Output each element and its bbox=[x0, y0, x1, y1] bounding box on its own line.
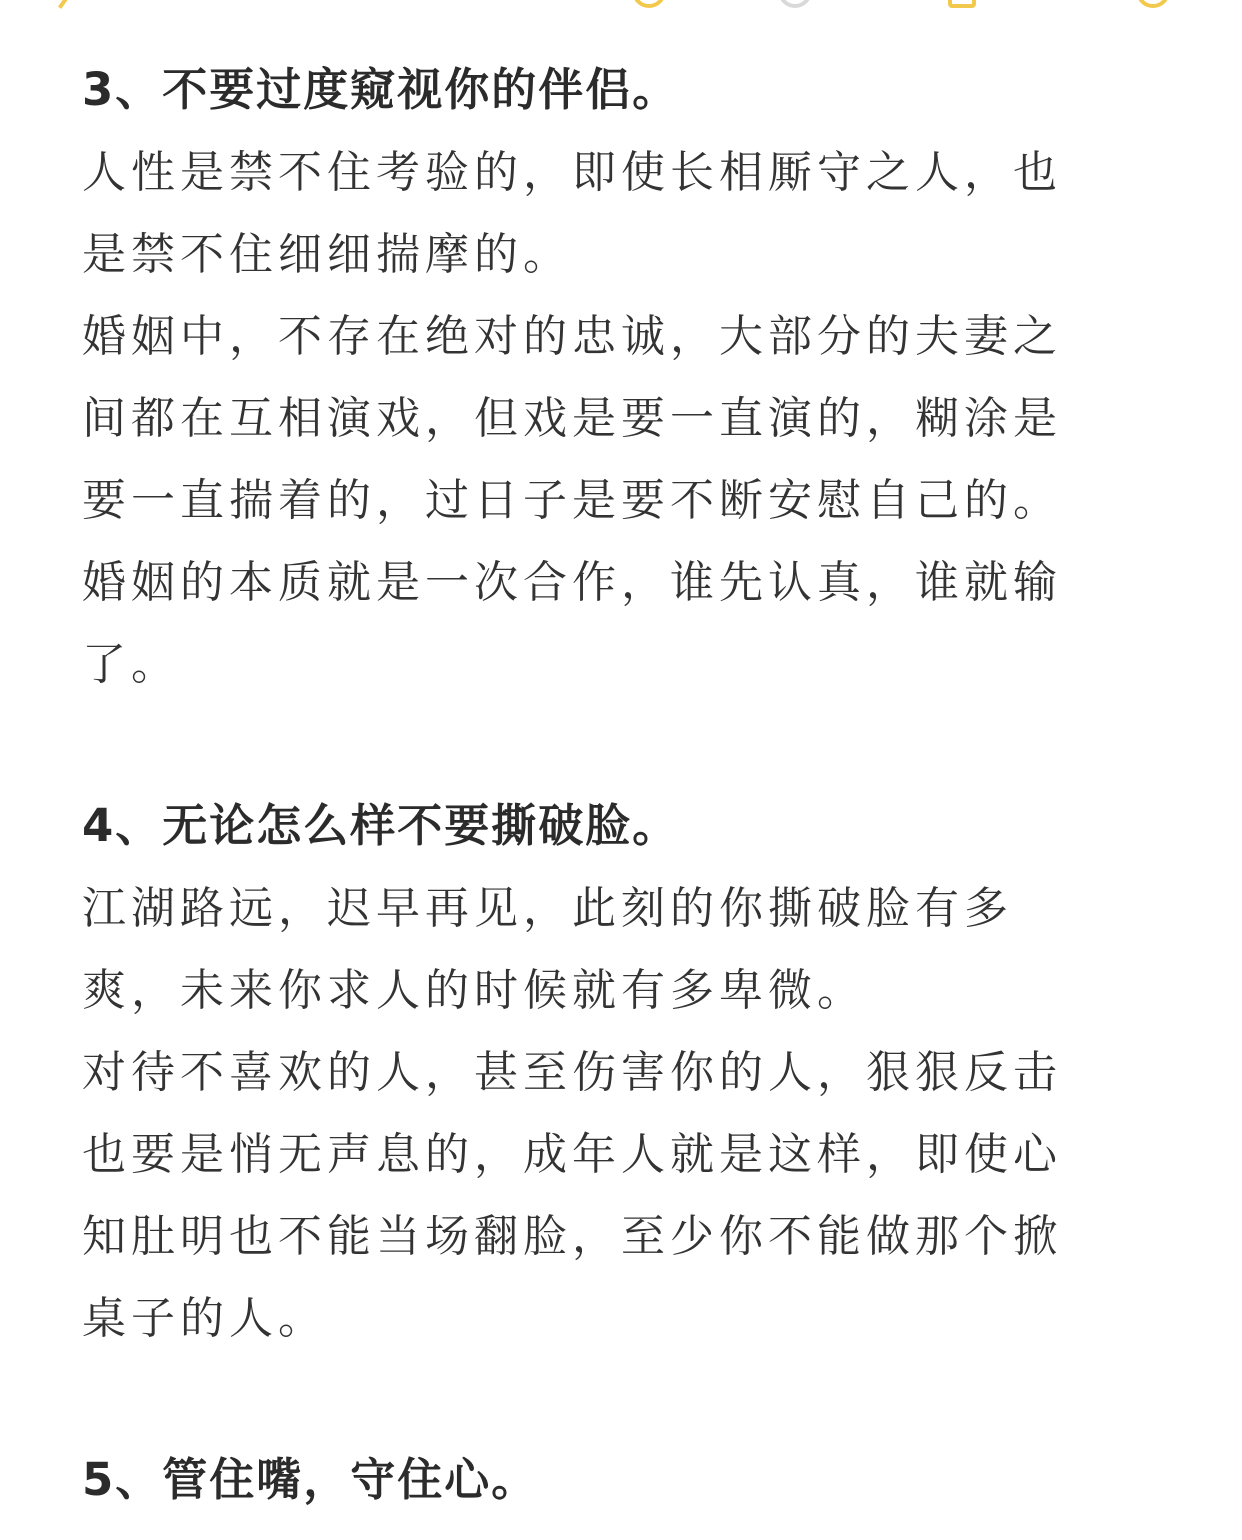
paragraph bbox=[82, 1032, 1172, 1360]
paragraph bbox=[82, 542, 1172, 706]
text-line: 间都在互相演戏，但戏是要一直演的，糊涂是 bbox=[82, 393, 1062, 444]
paragraph bbox=[82, 296, 1172, 542]
paragraph bbox=[82, 868, 1172, 1032]
text-line: 桌子的人。 bbox=[82, 1293, 327, 1344]
text-line: 江湖路远，迟早再见，此刻的你撕破脸有多 bbox=[82, 883, 1013, 934]
partial-gray-circle-icon bbox=[778, 0, 812, 8]
partial-yellow-circle-icon bbox=[1136, 0, 1170, 8]
partial-yellow-box-icon bbox=[948, 0, 976, 8]
text-line: 人性是禁不住考验的，即使长相厮守之人，也 bbox=[82, 147, 1062, 198]
top-icon-strip bbox=[0, 0, 1242, 12]
text-line: 婚姻中，不存在绝对的忠诚，大部分的夫妻之 bbox=[82, 311, 1062, 362]
text-line: 对待不喜欢的人，甚至伤害你的人，狠狠反击 bbox=[82, 1047, 1062, 1098]
section-heading: 5、管住嘴，守住心。 bbox=[82, 1453, 539, 1506]
text-line: 知肚明也不能当场翻脸，至少你不能做那个掀 bbox=[82, 1211, 1062, 1262]
section-5 bbox=[82, 1438, 1172, 1522]
section-heading: 4、无论怎么样不要撕破脸。 bbox=[82, 799, 680, 852]
text-line: 也要是悄无声息的，成年人就是这样，即使心 bbox=[82, 1129, 1062, 1180]
paragraph bbox=[82, 132, 1172, 296]
text-line: 了。 bbox=[82, 639, 180, 690]
check-mark-icon bbox=[50, 0, 68, 9]
section-3 bbox=[82, 48, 1172, 706]
section-4 bbox=[82, 784, 1172, 1360]
partial-yellow-circle-icon bbox=[632, 0, 666, 8]
article-body bbox=[82, 48, 1172, 1522]
text-line: 是禁不住细细揣摩的。 bbox=[82, 229, 572, 280]
section-heading: 3、不要过度窥视你的伴侣。 bbox=[82, 63, 680, 116]
text-line: 爽，未来你求人的时候就有多卑微。 bbox=[82, 965, 866, 1016]
text-line: 要一直揣着的，过日子是要不断安慰自己的。 bbox=[82, 475, 1062, 526]
text-line: 婚姻的本质就是一次合作，谁先认真，谁就输 bbox=[82, 557, 1062, 608]
